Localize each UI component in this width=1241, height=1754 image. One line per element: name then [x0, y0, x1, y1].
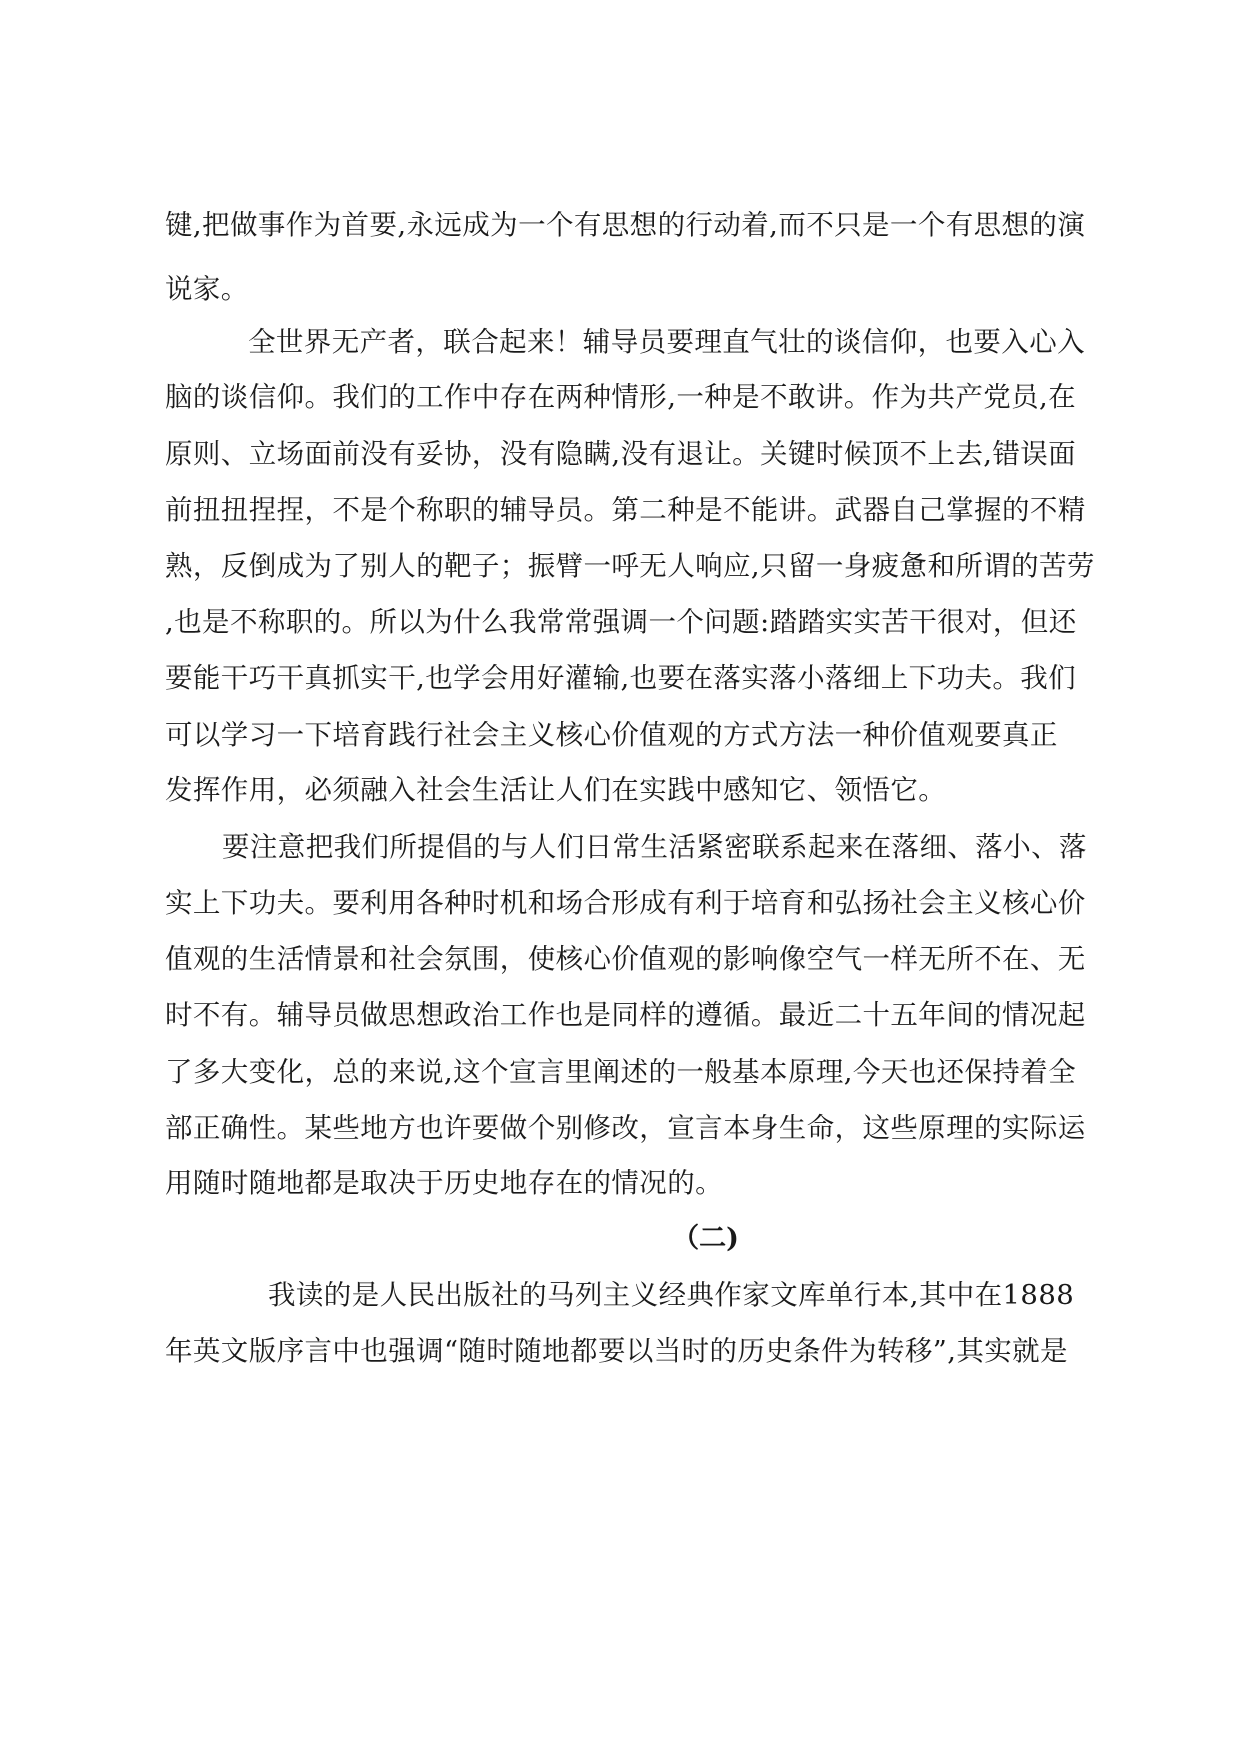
text-line: 实上下功夫。要利用各种时机和场合形成有利于培育和弘扬社会主义核心价	[165, 887, 1086, 919]
text-line: 我读的是人民出版社的马列主义经典作家文库单行本,其中在1888	[268, 1279, 1075, 1311]
text-line: 可以学习一下培育践行社会主义核心价值观的方式方法一种价值观要真正	[165, 719, 1058, 751]
text-line: 熟，反倒成为了别人的靶子；振臂一呼无人响应,只留一身疲惫和所谓的苦劳	[165, 550, 1095, 582]
text-line: 要能干巧干真抓实干,也学会用好灌输,也要在落实落小落细上下功夫。我们	[165, 662, 1077, 694]
text-line: 全世界无产者，联合起来！辅导员要理直气壮的谈信仰，也要入心入	[248, 326, 1085, 358]
text-line: 原则、立场面前没有妥协，没有隐瞒,没有退让。关键时候顶不上去,错误面	[165, 438, 1077, 470]
text-line: 脑的谈信仰。我们的工作中存在两种情形,一种是不敢讲。作为共产党员,在	[165, 381, 1077, 413]
text-line: 要注意把我们所提倡的与人们日常生活紧密联系起来在落细、落小、落	[222, 831, 1087, 863]
text-line: 前扭扭捏捏，不是个称职的辅导员。第二种是不能讲。武器自己掌握的不精	[165, 494, 1086, 526]
text-line: 时不有。辅导员做思想政治工作也是同样的遵循。最近二十五年间的情况起	[165, 999, 1086, 1031]
text-line: 键,把做事作为首要,永远成为一个有思想的行动着,而不只是一个有思想的演	[165, 209, 1086, 241]
section-heading: （二)	[672, 1223, 739, 1254]
text-line: 值观的生活情景和社会氛围，使核心价值观的影响像空气一样无所不在、无	[165, 943, 1086, 975]
text-line: 部正确性。某些地方也许要做个别修改，宣言本身生命，这些原理的实际运	[165, 1112, 1086, 1144]
text-line: 用随时随地都是取决于历史地存在的情况的。	[165, 1167, 723, 1199]
text-line: 了多大变化，总的来说,这个宣言里阐述的一般基本原理,今天也还保持着全	[165, 1056, 1077, 1088]
text-line: ,也是不称职的。所以为什么我常常强调一个问题:踏踏实实苦干很对，但还	[165, 606, 1077, 638]
text-line: 说家。	[165, 273, 249, 305]
text-line: 发挥作用，必须融入社会生活让人们在实践中感知它、领悟它。	[165, 774, 947, 806]
text-line: 年英文版序言中也强调“随时随地都要以当时的历史条件为转移”,其实就是	[165, 1335, 1068, 1367]
